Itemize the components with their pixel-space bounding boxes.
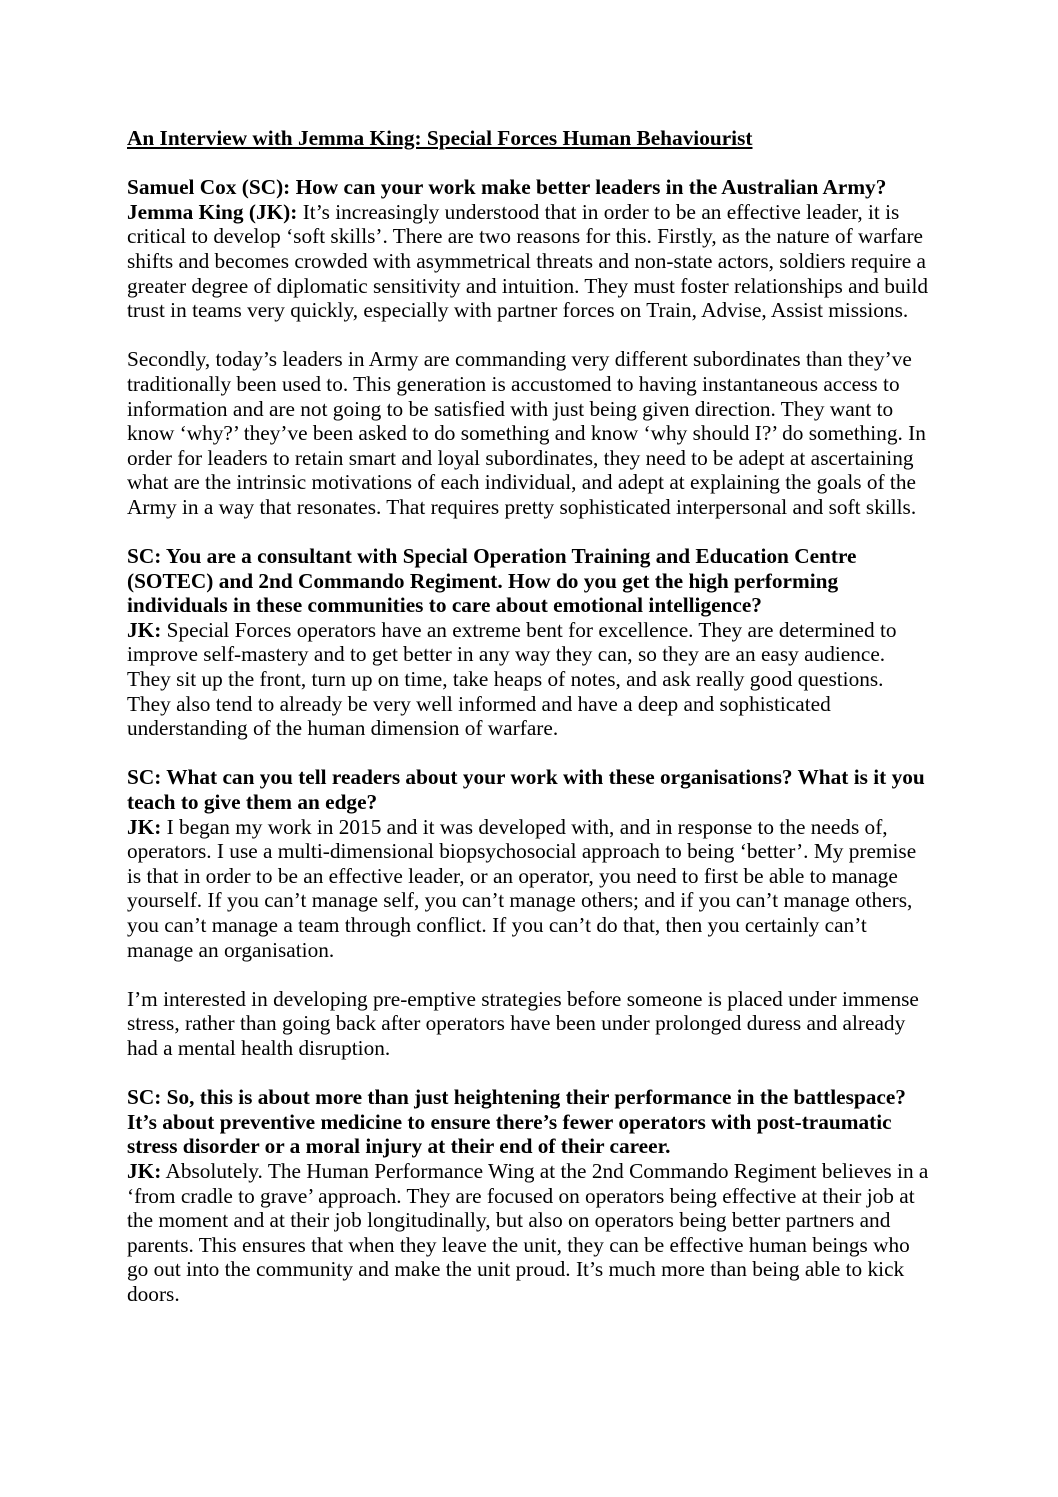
paragraph-text: Secondly, today’s leaders in Army are commanding very different subordinates than they’ve traditionally been used to. This generation is accustomed to having instantaneous access to information and are not going to be satisfied with just being given direction. They want to know ‘why?’ they’ve been asked to do something and know ‘why should I?’ do something. In order for leaders to retain smart and loyal subordinates, they need to be adept at ascertaining what are the intrinsic motivations of each individual, and adept at explaining the goals of the Army in a way that resonates. That requires pretty sophisticated interpersonal and soft skills. [127, 347, 926, 519]
document-title [127, 126, 930, 151]
answer-label: JK: [127, 617, 162, 642]
qa-block [127, 1085, 930, 1306]
paragraph-text: I’m interested in developing pre-emptive strategies before someone is placed under immense stress, rather than going back after operators have been under prolonged duress and already had a mental health disruption. [127, 986, 919, 1060]
qa-block [127, 175, 930, 323]
paragraph [127, 987, 930, 1061]
answer-text: Special Forces operators have an extreme bent for excellence. They are determined to improve self-mastery and to get better in any way they can, so they are an easy audience. They sit up the front, turn up on time, take heaps of notes, and ask really good questions. They also tend to already be very well informed and have a deep and sophisticated understanding of the human dimension of warfare. [127, 617, 897, 741]
question-text: SC: You are a consultant with Special Operation Training and Education Centre (SOTEC) and 2nd Commando Regiment. How do you get the high performing individuals in these communities to care about emotional intelligence? [127, 544, 857, 618]
question-text: SC: What can you tell readers about your work with these organisations? What is it you teach to give them an edge? [127, 765, 925, 815]
paragraph [127, 347, 930, 519]
answer-text: It’s increasingly understood that in order to be an effective leader, it is critical to develop ‘soft skills’. There are two reasons for this. Firstly, as the nature of warfare shifts and becomes crowded with asymmetrical threats and non-state actors, soldiers require a greater degree of diplomatic sensitivity and intuition. They must foster relationships and build trust in teams very quickly, especially with partner forces on Train, Advise, Assist missions. [127, 199, 929, 323]
answer-label: JK: [127, 1158, 162, 1183]
answer-label: JK: [127, 814, 162, 839]
qa-block [127, 765, 930, 962]
answer-text: Absolutely. The Human Performance Wing at the 2nd Commando Regiment believes in a ‘from cradle to grave’ approach. They are focused on operators being effective at their job at the moment and at their job longitudinally, but also on operators being better partners and parents. This ensures that when they leave the unit, they can be effective human beings who go out into the community and make the unit proud. It’s much more than being able to kick doors. [127, 1158, 929, 1306]
document-title-text: An Interview with Jemma King: Special Forces Human Behaviourist [127, 126, 753, 150]
question-text: SC: So, this is about more than just heightening their performance in the battlespace? It’s about preventive medicine to ensure there’s fewer operators with post-traumatic stress disorder or a moral injury at their end of their career. [127, 1085, 906, 1159]
qa-block [127, 544, 930, 741]
question-text: Samuel Cox (SC): How can your work make better leaders in the Australian Army? [127, 175, 887, 200]
answer-label: Jemma King (JK): [127, 199, 298, 224]
answer-text: I began my work in 2015 and it was developed with, and in response to the needs of, operators. I use a multi-dimensional biopsychosocial approach to being ‘better’. My premise is that in order to be an effective leader, or an operator, you need to first be able to manage yourself. If you can’t manage self, you can’t manage others; and if you can’t manage others, you can’t manage a team through conflict. If you can’t do that, then you certainly can’t manage an organisation. [127, 814, 917, 962]
